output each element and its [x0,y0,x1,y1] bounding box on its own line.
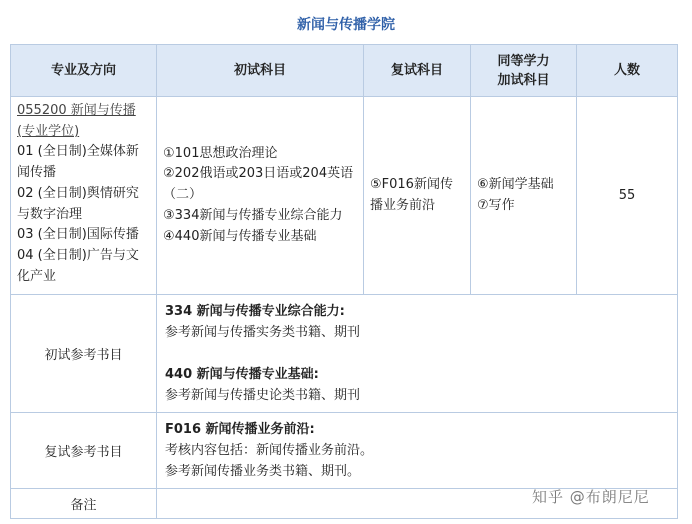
retest-refs-label: 复试参考书目 [11,413,157,489]
direction-item: 03 (全日制)国际传播 [17,227,139,243]
retest-ref-line: 考核内容包括：新闻传播业务前沿。 [165,443,374,458]
retest-ref-line: 参考新闻传播业务类书籍、期刊。 [165,464,361,479]
prelim-refs-cell [157,295,678,413]
enrollment-count: 55 [577,97,678,295]
header-equivalent-subjects [471,45,577,97]
header-equivalent-line2: 加试科目 [497,72,550,88]
equivalent-subject-item: ⑦写作 [477,197,515,213]
prelim-refs-label: 初试参考书目 [11,295,157,413]
prelim-subject-item: ④440新闻与传播专业基础 [163,228,317,244]
prelim-ref-title: 334 新闻与传播专业综合能力: [165,304,345,319]
major-code-link[interactable]: 055200 新闻与传播(专业学位) [17,103,136,139]
equivalent-subject-item: ⑥新闻学基础 [477,176,554,192]
equivalent-subjects-cell [471,97,577,295]
prelim-refs-row [11,295,678,413]
direction-item: 02 (全日制)舆情研究与数字治理 [17,185,139,222]
header-count: 人数 [577,45,678,97]
prelim-ref-title: 440 新闻与传播专业基础: [165,367,319,382]
page-title: 新闻与传播学院 [297,17,395,33]
retest-refs-row [11,413,678,489]
header-equivalent-line1: 同等学力 [497,53,550,69]
direction-item: 01 (全日制)全媒体新闻传播 [17,144,139,181]
retest-subject-item: ⑤F016新闻传播业务前沿 [370,176,453,213]
spacer [165,343,669,364]
retest-refs-cell [157,413,678,489]
retest-ref-title: F016 新闻传播业务前沿: [165,422,315,437]
table-row [11,97,678,295]
header-prelim-subjects: 初试科目 [157,45,364,97]
admission-table [10,44,678,519]
prelim-ref-line: 参考新闻与传播实务类书籍、期刊 [165,325,361,340]
prelim-subjects-cell [157,97,364,295]
header-major: 专业及方向 [11,45,157,97]
prelim-subject-item: ②202俄语或203日语或204英语（二） [163,166,354,203]
prelim-ref-line: 参考新闻与传播史论类书籍、期刊 [165,388,361,403]
watermark: 知乎 @布朗尼尼 [532,488,650,506]
prelim-subject-item: ③334新闻与传播专业综合能力 [163,207,343,223]
retest-subjects-cell [364,97,471,295]
remarks-label: 备注 [11,489,157,519]
major-cell [11,97,157,295]
table-header-row [11,45,678,97]
header-retest-subjects: 复试科目 [364,45,471,97]
prelim-subject-item: ①101思想政治理论 [163,145,278,161]
direction-item: 04 (全日制)广告与文化产业 [17,247,139,284]
